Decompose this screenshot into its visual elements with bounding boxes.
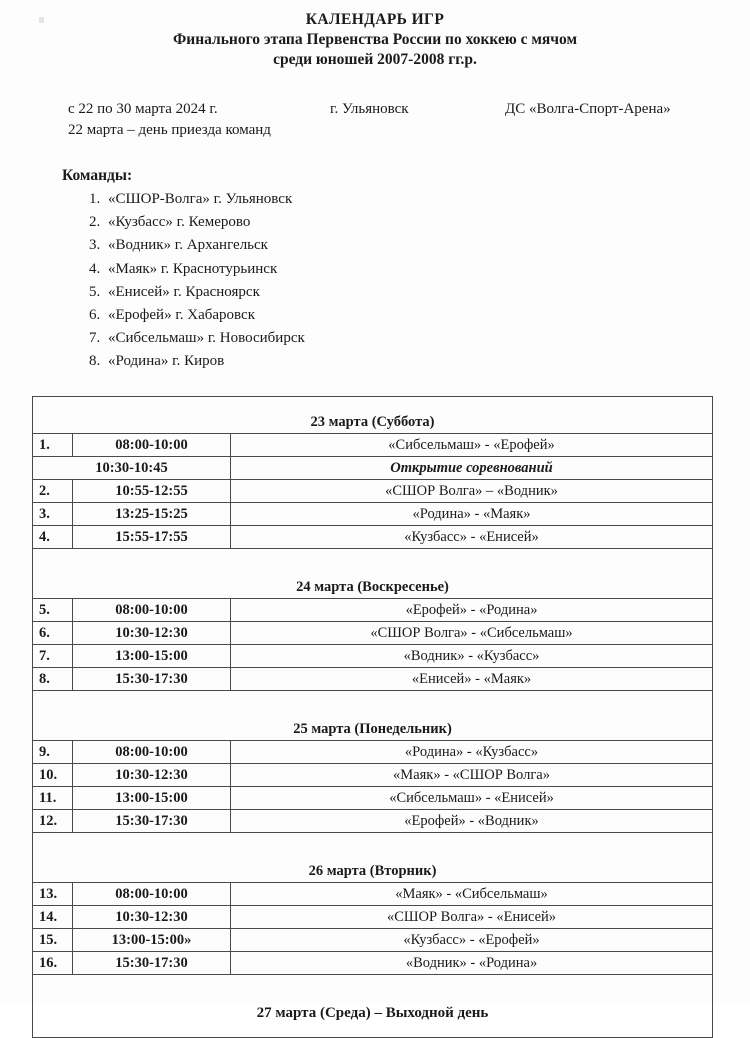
event-dates: с 22 по 30 марта 2024 г. — [68, 101, 218, 117]
match-teams: «Сибсельмаш» - «Енисей» — [231, 787, 713, 810]
match-teams: «Кузбасс» - «Ерофей» — [231, 929, 713, 952]
rest-day-spacer-row — [33, 975, 713, 990]
schedule-table-body — [33, 397, 713, 1038]
match-row — [33, 929, 713, 952]
match-time: 08:00-10:00 — [73, 741, 231, 764]
ceremony-label: Открытие соревнований — [231, 457, 713, 480]
match-number: 15. — [33, 929, 73, 952]
schedule-table — [32, 396, 713, 1038]
teams-heading: Команды: — [62, 167, 133, 184]
match-row — [33, 599, 713, 622]
team-list-item: 1. «СШОР-Волга» г. Ульяновск — [104, 188, 305, 211]
event-venue: ДС «Волга-Спорт-Арена» — [505, 101, 671, 117]
match-teams: «Сибсельмаш» - «Ерофей» — [231, 434, 713, 457]
day-header-label: 23 марта (Суббота) — [33, 397, 713, 434]
match-time: 15:30-17:30 — [73, 810, 231, 833]
match-number: 10. — [33, 764, 73, 787]
match-row — [33, 906, 713, 929]
arrival-note: 22 марта – день приезда команд — [68, 122, 271, 138]
teams-list — [78, 188, 305, 374]
match-number: 3. — [33, 503, 73, 526]
match-time: 08:00-10:00 — [73, 434, 231, 457]
match-row — [33, 503, 713, 526]
team-list-item: 7. «Сибсельмаш» г. Новосибирск — [104, 327, 305, 350]
document-title-block — [0, 10, 750, 70]
match-time: 08:00-10:00 — [73, 599, 231, 622]
match-teams: «Водник» - «Родина» — [231, 952, 713, 975]
match-teams: «СШОР Волга» - «Сибсельмаш» — [231, 622, 713, 645]
match-time: 13:00-15:00» — [73, 929, 231, 952]
match-number: 13. — [33, 883, 73, 906]
section-spacer-row — [33, 549, 713, 563]
match-number: 1. — [33, 434, 73, 457]
match-teams: «Маяк» - «СШОР Волга» — [231, 764, 713, 787]
rest-day-row — [33, 989, 713, 1038]
match-number: 5. — [33, 599, 73, 622]
page-subtitle-line1: Финального этапа Первенства России по хоккею с мячом — [172, 31, 578, 48]
match-row — [33, 810, 713, 833]
match-time: 08:00-10:00 — [73, 883, 231, 906]
ceremony-time: 10:30-10:45 — [33, 457, 231, 480]
match-time: 15:30-17:30 — [73, 668, 231, 691]
match-number: 12. — [33, 810, 73, 833]
match-row — [33, 434, 713, 457]
page-title: КАЛЕНДАРЬ ИГР — [305, 11, 445, 28]
team-list-item: 6. «Ерофей» г. Хабаровск — [104, 304, 305, 327]
match-number: 6. — [33, 622, 73, 645]
team-list-item: 4. «Маяк» г. Краснотурьинск — [104, 258, 305, 281]
match-teams: «Маяк» - «Сибсельмаш» — [231, 883, 713, 906]
section-spacer-cell — [33, 691, 713, 705]
match-time: 13:25-15:25 — [73, 503, 231, 526]
event-city: г. Ульяновск — [330, 101, 409, 117]
match-time: 15:30-17:30 — [73, 952, 231, 975]
match-time: 10:30-12:30 — [73, 764, 231, 787]
match-number: 2. — [33, 480, 73, 503]
match-time: 15:55-17:55 — [73, 526, 231, 549]
day-header-row — [33, 397, 713, 434]
day-header-label: 25 марта (Понедельник) — [33, 704, 713, 741]
team-list-item: 8. «Родина» г. Киров — [104, 350, 305, 373]
match-time: 13:00-15:00 — [73, 787, 231, 810]
match-row — [33, 526, 713, 549]
ceremony-row — [33, 457, 713, 480]
match-number: 4. — [33, 526, 73, 549]
match-teams: «Кузбасс» - «Енисей» — [231, 526, 713, 549]
match-number: 16. — [33, 952, 73, 975]
match-row — [33, 764, 713, 787]
match-time: 10:30-12:30 — [73, 622, 231, 645]
match-row — [33, 622, 713, 645]
match-teams: «Ерофей» - «Родина» — [231, 599, 713, 622]
match-teams: «Родина» - «Кузбасс» — [231, 741, 713, 764]
match-teams: «Родина» - «Маяк» — [231, 503, 713, 526]
match-teams: «Водник» - «Кузбасс» — [231, 645, 713, 668]
page-subtitle-line2: среди юношей 2007-2008 гг.р. — [273, 51, 477, 68]
match-teams: «СШОР Волга» - «Енисей» — [231, 906, 713, 929]
match-time: 10:30-12:30 — [73, 906, 231, 929]
day-header-row — [33, 704, 713, 741]
match-row — [33, 480, 713, 503]
match-number: 8. — [33, 668, 73, 691]
section-spacer-row — [33, 833, 713, 847]
section-spacer-cell — [33, 549, 713, 563]
match-row — [33, 668, 713, 691]
day-header-label: 24 марта (Воскресенье) — [33, 562, 713, 599]
match-row — [33, 741, 713, 764]
team-list-item: 2. «Кузбасс» г. Кемерово — [104, 211, 305, 234]
match-teams: «СШОР Волга» – «Водник» — [231, 480, 713, 503]
match-row — [33, 883, 713, 906]
match-teams: «Енисей» - «Маяк» — [231, 668, 713, 691]
day-header-row — [33, 846, 713, 883]
match-time: 10:55-12:55 — [73, 480, 231, 503]
section-spacer-row — [33, 691, 713, 705]
day-header-row — [33, 562, 713, 599]
match-row — [33, 645, 713, 668]
section-spacer-cell — [33, 833, 713, 847]
match-row — [33, 952, 713, 975]
day-header-label: 26 марта (Вторник) — [33, 846, 713, 883]
rest-day-spacer-cell — [33, 975, 713, 990]
match-teams: «Ерофей» - «Водник» — [231, 810, 713, 833]
team-list-item: 3. «Водник» г. Архангельск — [104, 234, 305, 257]
match-time: 13:00-15:00 — [73, 645, 231, 668]
match-number: 14. — [33, 906, 73, 929]
team-list-item: 5. «Енисей» г. Красноярск — [104, 281, 305, 304]
rest-day-label: 27 марта (Среда) – Выходной день — [33, 989, 713, 1038]
match-row — [33, 787, 713, 810]
match-number: 7. — [33, 645, 73, 668]
match-number: 9. — [33, 741, 73, 764]
match-number: 11. — [33, 787, 73, 810]
